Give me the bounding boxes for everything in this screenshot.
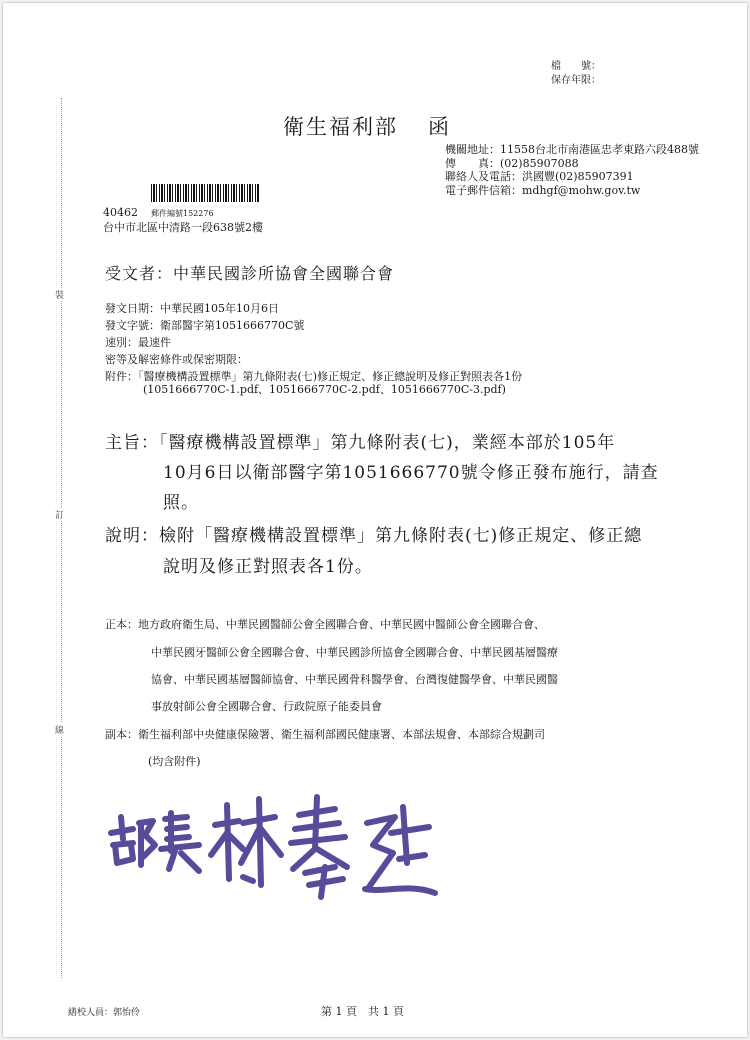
confidentiality: 密等及解密條件或保密期限： <box>105 353 248 366</box>
original-recipients-line-4: 事放射師公會全國聯合會、行政院原子能委員會 <box>151 700 382 713</box>
mail-number: 郵件編號152276 <box>151 209 214 218</box>
margin-mark-staple: 訂 <box>55 508 64 521</box>
retention-label: 保存年限： <box>551 75 601 86</box>
margin-mark-bind: 裝 <box>55 288 64 301</box>
mailing-address: 台中市北區中清路一段638號2樓 <box>103 221 263 234</box>
agency-name: 衛生福利部 <box>283 115 398 139</box>
file-number-label: 檔 號： <box>551 61 601 72</box>
explanation-line-1: 說明：檢附「醫療機構設置標準」第九條附表(七)修正規定、修正總 <box>105 526 643 546</box>
margin-mark-line: 線 <box>55 723 64 736</box>
postal-code: 40462 <box>103 206 138 219</box>
subject-line-3: 照。 <box>163 493 199 513</box>
subject-line-1: 主旨：「醫療機構設置標準」第九條附表(七)，業經本部於105年 <box>105 433 616 453</box>
attachment-line-1: 附件：「醫療機構設置標準」第九條附表(七)修正規定、修正總說明及修正對照表各1份 <box>105 370 523 383</box>
explanation-line-2: 說明及修正對照表各1份。 <box>163 557 373 577</box>
cc-line-2: (均含附件) <box>148 755 201 768</box>
binding-line <box>61 98 62 978</box>
agency-address: 機關地址：11558台北市南港區忠孝東路六段488號 <box>445 143 699 156</box>
original-recipients-line-1: 正本：地方政府衛生局、中華民國醫師公會全國聯合會、中華民國中醫師公會全國聯合會、 <box>105 618 545 631</box>
agency-fax: 傳 真：(02)85907088 <box>445 156 579 170</box>
issue-date: 發文日期：中華民國105年10月6日 <box>105 302 279 315</box>
delivery-speed: 速別：最速件 <box>105 336 171 349</box>
minister-signature <box>103 793 443 907</box>
document-type: 函 <box>428 115 451 139</box>
original-recipients-line-2: 中華民國牙醫師公會全國聯合會、中華民國診所協會全國聯合會、中華民國基層醫療 <box>151 646 558 659</box>
staff-name: 繕校人員：郭怡伶 <box>68 1008 141 1018</box>
document-title <box>283 111 451 141</box>
contact-person: 聯絡人及電話：洪國豐(02)85907391 <box>445 170 634 183</box>
document-page <box>3 3 747 1037</box>
original-recipients-line-3: 協會、中華民國基層醫師協會、中華民國骨科醫學會、台灣復健醫學會、中華民國醫 <box>151 673 558 686</box>
signature-image <box>103 793 443 903</box>
cc-line-1: 副本：衛生福利部中央健康保險署、衛生福利部國民健康署、本部法規會、本部綜合規劃司 <box>105 728 545 741</box>
document-number: 發文字號：衛部醫字第1051666770C號 <box>105 319 305 332</box>
subject-line-2: 10月6日以衛部醫字第1051666770號令修正發布施行，請查 <box>163 463 659 483</box>
attachment-line-2: (1051666770C-1.pdf、1051666770C-2.pdf、1051666770C-3.pdf) <box>143 383 506 396</box>
recipient: 受文者：中華民國診所協會全國聯合會 <box>105 264 395 283</box>
page-number: 第 1 頁 共 1 頁 <box>321 1005 404 1018</box>
contact-email: 電子郵件信箱：mdhgf@mohw.gov.tw <box>445 183 641 197</box>
barcode <box>151 184 259 202</box>
